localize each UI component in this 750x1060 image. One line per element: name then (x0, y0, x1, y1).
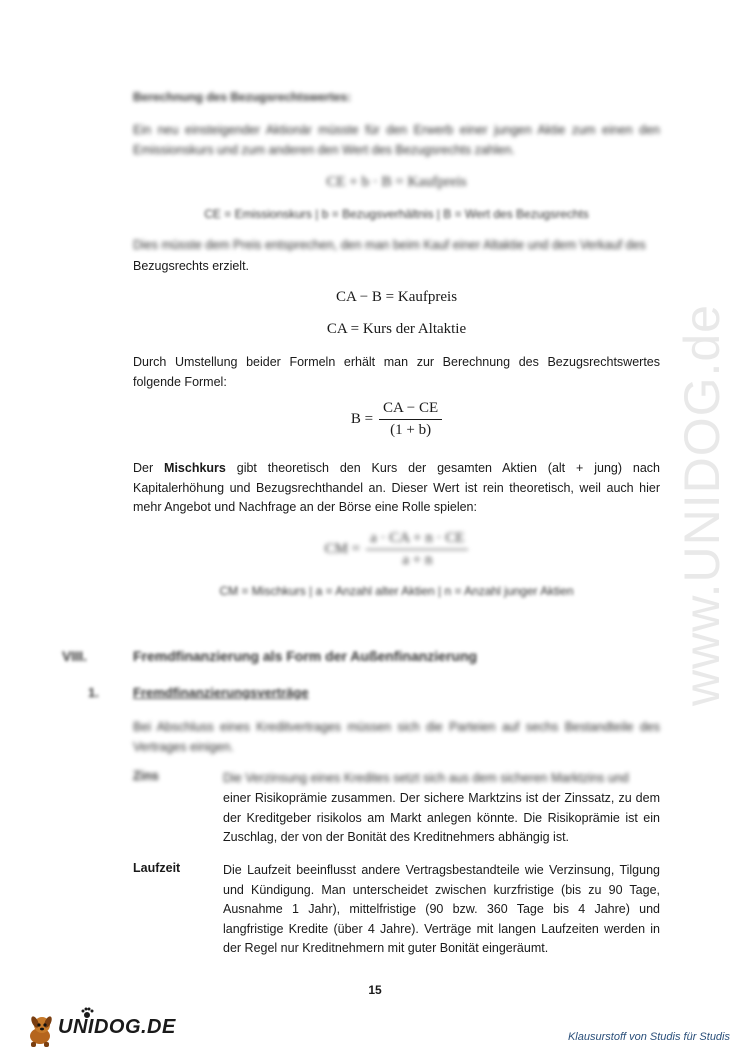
blurred-paragraph-line: Dies müsste dem Preis entsprechen, den man beim Kauf einer Altaktie und dem Verkauf des (133, 238, 646, 252)
formula-numerator: CA − CE (379, 400, 442, 420)
formula-lhs: B = (350, 411, 374, 427)
term-laufzeit: Laufzeit (133, 861, 181, 875)
blurred-formula-legend: CE = Emissionskurs | b = Bezugsverhältnis | B = Wert des Bezugsrechts (204, 207, 589, 221)
mischkurs-term: Mischkurs (164, 461, 226, 475)
subsection-heading (88, 685, 309, 700)
blurred-mischkurs-legend: CM = Mischkurs | a = Anzahl alter Aktien | n = Anzahl junger Aktien (219, 584, 574, 598)
formula-denominator: (1 + b) (390, 422, 432, 438)
section-number: VIII. (62, 648, 87, 664)
blurred-intro-paragraph: Ein neu einsteigender Aktionär müsste für den Erwerb einer jungen Aktie zum einen den Emissionskurs und zum anderen den Wert des Bezugsrechts zahlen. (133, 123, 660, 157)
unidog-logo (22, 1012, 182, 1048)
blurred-formula-numerator: a · CA + n · CE (366, 530, 468, 550)
watermark-text: www.UNIDOG.de (674, 304, 730, 706)
footer-tagline: Klausurstoff von Studis für Studis (567, 1031, 730, 1043)
section-heading (62, 648, 477, 664)
subsection-title: Fremdfinanzierungsverträge (133, 685, 309, 700)
formula-bezugsrechtswert (133, 400, 660, 439)
subsection-number: 1. (88, 685, 99, 700)
blurred-zins-line: Die Verzinsung eines Kredites setzt sich aus dem sicheren Marktzins und (223, 771, 629, 785)
blurred-formula-lhs: CM = (324, 541, 361, 557)
paragraph-umstellung: Durch Umstellung beider Formeln erhält man zur Berechnung des Bezugsrechtswertes folgende Formel: (133, 355, 660, 389)
watermark (642, 270, 750, 740)
paragraph-mischkurs (133, 459, 660, 518)
laufzeit-definition: Die Laufzeit beeinflusst andere Vertragsbestandteile wie Verzinsung, Tilgung und Kündigung. Man unterscheidet zwischen kurzfristige (bis zu 90 Tage, Ausnahme 1 Jahr), mittelfristige (90 bzw. 360 Tage bis 4 Jahre) und langfristige Kredite (über 4 Jahre). Verträge mit langen Laufzeiten werden in der Regel nur Kreditnehmern mit guter Bonität eingeräumt. (223, 863, 660, 955)
mischkurs-prefix: Der (133, 461, 165, 475)
formula-altaktie: CA = Kurs der Altaktie (326, 321, 467, 337)
formula-kaufpreis: CA − B = Kaufpreis (335, 289, 458, 305)
logo-text: UNIDOG.DE (58, 1016, 176, 1038)
zins-definition: einer Risikoprämie zusammen. Der sichere Marktzins ist der Zinssatz, zu dem der Kreditgeber risikolos am Markt anlegen könnte. Die Risikoprämie ist ein Zuschlag, der von der Bonität des Kreditnehmers abhängig ist. (223, 791, 660, 844)
section-title: Fremdfinanzierung als Form der Außenfinanzierung (133, 648, 478, 664)
blurred-formula-denominator: a + n (402, 552, 433, 568)
mischkurs-text: gibt theoretisch den Kurs der gesamten Aktien (alt + jung) nach Kapitalerhöhung und Bezugsrechthandel an. Dieser Wert ist rein theoretisch, weil auch hier mehr Angebot und Nachfrage an der Börse eine Rolle spielen: (133, 461, 660, 514)
paragraph-continuation: Bezugsrechts erzielt. (133, 259, 250, 273)
blurred-mischkurs-formula (133, 530, 660, 569)
blurred-heading: Berechnung des Bezugsrechtswertes: (133, 90, 352, 104)
blurred-term-zins: Zins (133, 769, 159, 783)
dog-icon (22, 1012, 58, 1048)
blurred-contract-intro: Bei Abschluss eines Kreditvertrages müssen sich die Parteien auf sechs Bestandteile des Vertrages einigen. (133, 720, 660, 754)
page-number: 15 (368, 983, 382, 997)
blurred-formula: CE + b · B = Kaufpreis (326, 174, 467, 190)
